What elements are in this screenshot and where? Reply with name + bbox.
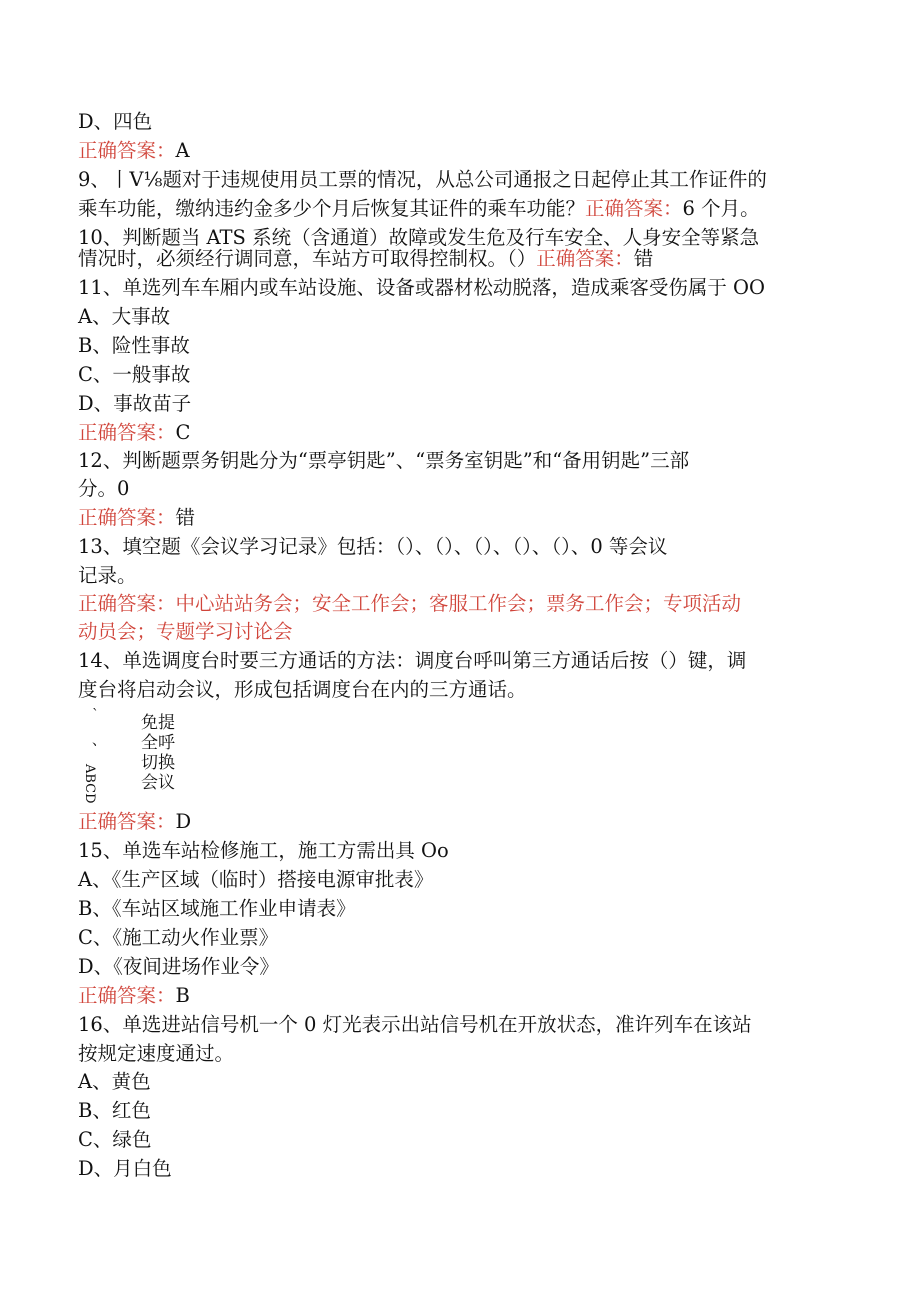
tick-mark: `	[92, 707, 99, 723]
answer-line	[78, 808, 191, 836]
option-line: 全呼	[141, 733, 175, 753]
answer-value: 错	[633, 247, 654, 270]
answer-label: 正确答案：	[78, 984, 176, 1007]
question-line: 按规定速度通过。	[78, 1042, 235, 1065]
answer-label: 正确答案：	[78, 810, 176, 833]
answer-value: 中心站站务会；安全工作会；客服工作会；票务工作会；专项活动	[175, 592, 742, 615]
question-line: 10、判断题当 ATS 系统（含通道）故障或发生危及行车安全、人身安全等紧急	[78, 226, 760, 249]
question-line: 14、单选调度台时要三方通话的方法：调度台呼叫第三方通话后按（）键，调	[78, 649, 747, 672]
answer-value: 6 个月。	[682, 197, 760, 220]
answer-continuation: 动员会；专题学习讨论会	[78, 620, 293, 643]
question-line: 记录。	[78, 564, 137, 587]
option-line: B、红色	[78, 1099, 151, 1122]
option-letters: ABCD	[82, 764, 97, 804]
option-line: 切换	[141, 753, 175, 773]
answer-line	[78, 982, 190, 1010]
answer-line	[78, 419, 190, 447]
answer-line	[78, 504, 195, 532]
answer-label: 正确答案：	[78, 421, 176, 444]
option-line: D、事故苗子	[78, 392, 192, 415]
answer-label: 正确答案：	[78, 592, 176, 615]
answer-line	[78, 590, 741, 618]
answer-line	[78, 137, 190, 165]
answer-value: 错	[175, 506, 196, 529]
question-line: 度台将启动会议，形成包括调度台在内的三方通话。	[78, 678, 527, 701]
question-line	[78, 245, 653, 273]
option-line: 会议	[141, 773, 175, 793]
question-text: 乘车功能，缴纳违约金多少个月后恢复其证件的乘车功能？	[78, 197, 586, 220]
option-line: A、黄色	[78, 1070, 151, 1093]
option-line: D、月白色	[78, 1157, 172, 1180]
answer-value: A	[175, 139, 190, 162]
question-line: 12、判断题票务钥匙分为“票亭钥匙”、“票务室钥匙”和“备用钥匙”三部	[78, 449, 690, 472]
answer-value: C	[175, 421, 191, 444]
answer-value: D	[175, 810, 192, 833]
option-line: B、险性事故	[78, 334, 190, 357]
question-line: 分。0	[78, 477, 130, 500]
question-line: 15、单选车站检修施工，施工方需出具 Oo	[78, 839, 449, 862]
question-line: 13、填空题《会议学习记录》包括：（）、（）、（）、（）、（）、0 等会议	[78, 535, 668, 558]
option-line: D、《夜间进场作业令》	[78, 955, 279, 978]
answer-label: 正确答案：	[585, 197, 683, 220]
question-line: 16、单选进站信号机一个 0 灯光表示出站信号机在开放状态，准许列车在该站	[78, 1013, 752, 1036]
tick-mark: 、	[92, 733, 106, 749]
question-line	[78, 195, 760, 223]
option-line: C、绿色	[78, 1128, 152, 1151]
answer-label: 正确答案：	[536, 247, 634, 270]
answer-value: B	[175, 984, 190, 1007]
answer-label: 正确答案：	[78, 506, 176, 529]
option-line: D、四色	[78, 110, 153, 133]
option-line: B、《车站区域施工作业申请表》	[78, 897, 356, 920]
question-line: 11、单选列车车厢内或车站设施、设备或器材松动脱落，造成乘客受伤属于 OO	[78, 276, 765, 299]
option-line: C、一般事故	[78, 363, 191, 386]
question-line: 9、丨V⅛题对于违规使用员工票的情况，从总公司通报之日起停止其工作证件的	[78, 168, 767, 191]
option-line: C、《施工动火作业票》	[78, 926, 279, 949]
answer-label: 正确答案：	[78, 139, 176, 162]
option-line: 免提	[141, 713, 175, 733]
option-line: A、大事故	[78, 305, 171, 328]
option-line: A、《生产区域（临时）搭接电源审批表》	[78, 868, 434, 891]
question-text: 情况时，必须经行调同意，车站方可取得控制权。（）	[78, 247, 537, 270]
